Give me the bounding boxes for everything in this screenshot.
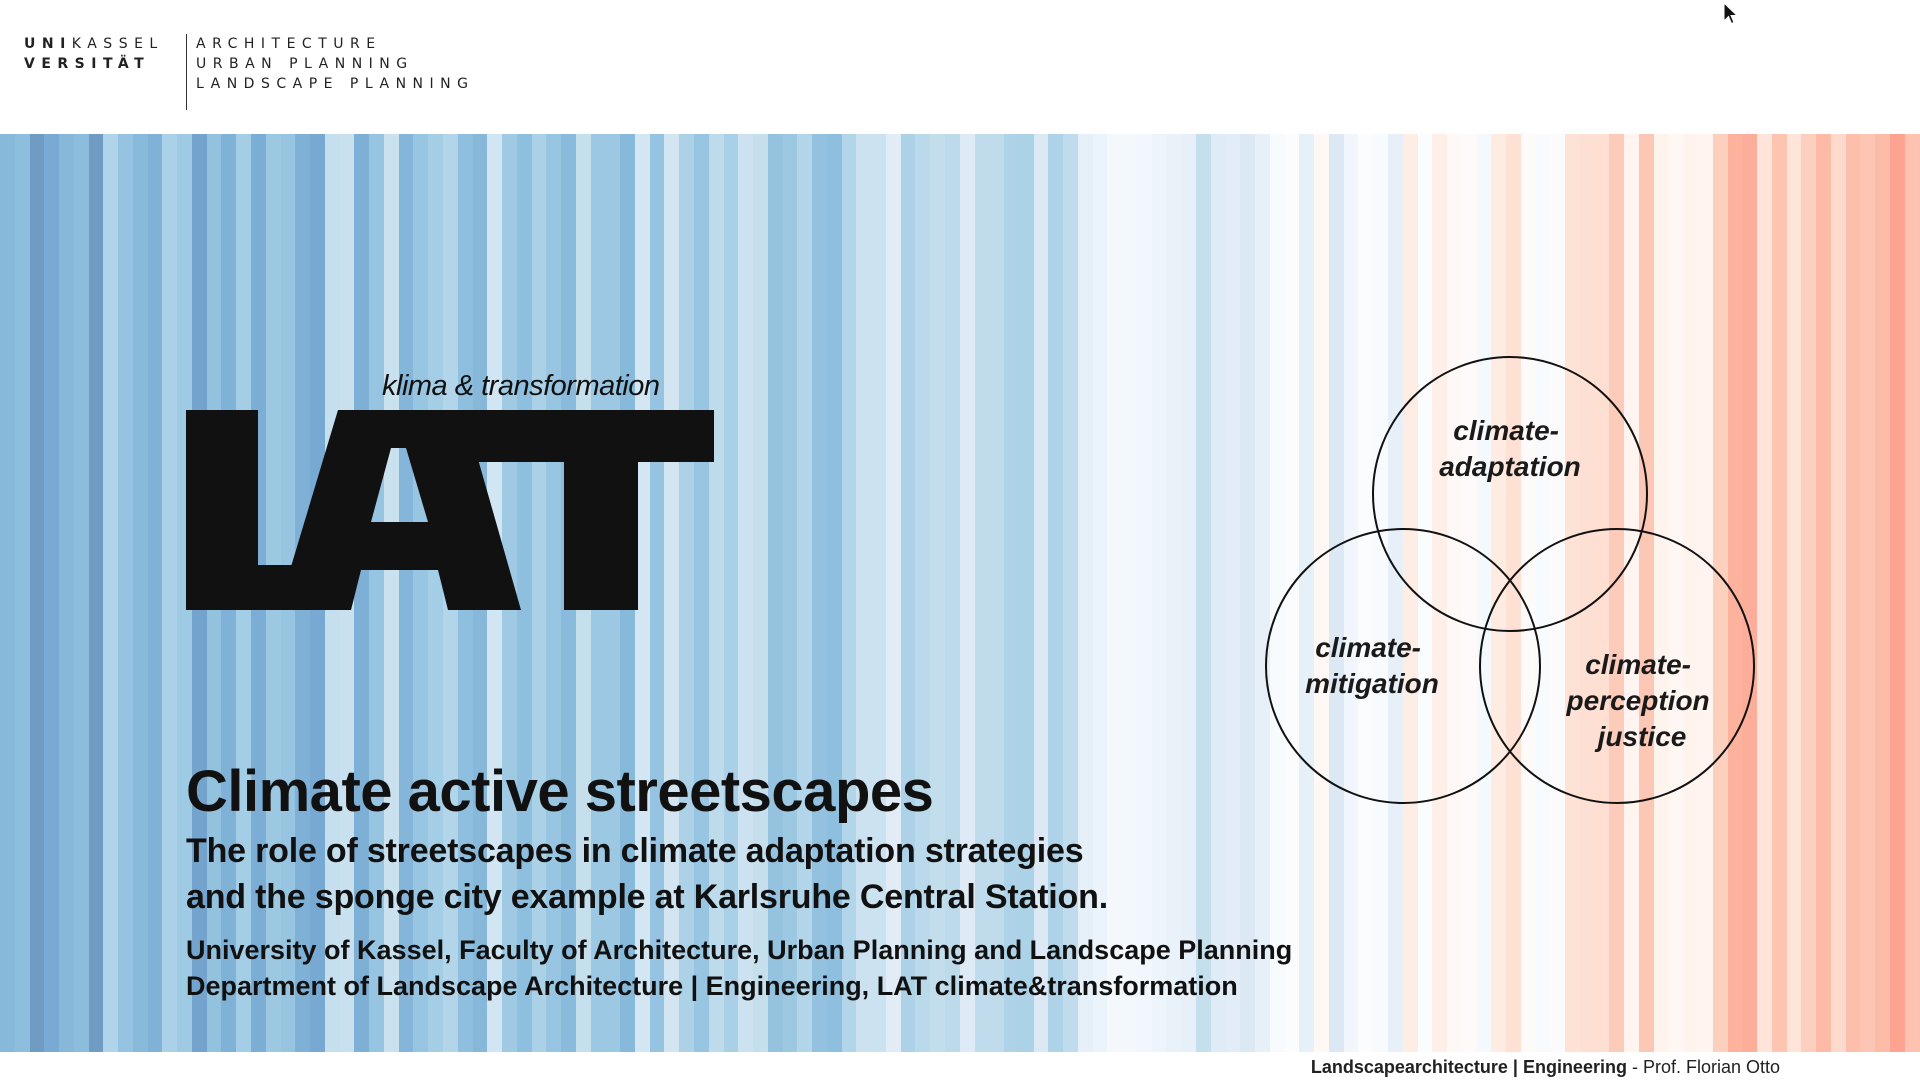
affiliations xyxy=(186,932,1486,1004)
footer-department: Landscapearchitecture | Engineering xyxy=(1310,1057,1627,1077)
lat-logo xyxy=(186,370,716,615)
warming-stripe xyxy=(118,134,133,1052)
logo-divider xyxy=(186,34,187,110)
venn-label-adaptation-1: climate- xyxy=(1453,415,1560,446)
affiliation-line-1: University of Kassel, Faculty of Architecture, Urban Planning and Landscape Planning xyxy=(186,935,1293,965)
warming-stripe xyxy=(133,134,148,1052)
warming-stripe xyxy=(15,134,30,1052)
warming-stripe xyxy=(1831,134,1846,1052)
warming-stripe xyxy=(1905,134,1920,1052)
warming-stripe xyxy=(1787,134,1802,1052)
warming-stripe xyxy=(30,134,45,1052)
warming-stripe xyxy=(1816,134,1831,1052)
warming-stripe xyxy=(162,134,177,1052)
faculty-landscape-planning: LANDSCAPE PLANNING xyxy=(196,76,475,92)
subtitle-line-2: and the sponge city example at Karlsruhe Central Station. xyxy=(186,878,1108,916)
warming-stripe xyxy=(1860,134,1875,1052)
warming-stripe xyxy=(1890,134,1905,1052)
svg-text:climate- adaptation xyxy=(1439,415,1581,482)
slide-footer xyxy=(0,1052,1920,1080)
venn-label-perception-2: perception xyxy=(1566,685,1710,716)
mouse-cursor-icon xyxy=(1723,2,1739,26)
faculty-urban-planning: URBAN PLANNING xyxy=(196,56,414,72)
warming-stripe xyxy=(148,134,163,1052)
slide-header xyxy=(0,0,1920,134)
venn-label-mitigation-2: mitigation xyxy=(1305,668,1439,699)
warming-stripe xyxy=(1875,134,1890,1052)
faculty-architecture: ARCHITECTURE xyxy=(196,36,382,52)
presentation-title: Climate active streetscapes xyxy=(186,759,934,824)
warming-stripe xyxy=(1846,134,1861,1052)
uni-logo-uni: UNI xyxy=(24,36,72,52)
warming-stripe xyxy=(103,134,118,1052)
climate-venn-diagram xyxy=(1260,354,1780,814)
warming-stripe xyxy=(0,134,15,1052)
uni-logo-kassel: KASSEL xyxy=(71,36,164,52)
warming-stripe xyxy=(74,134,89,1052)
venn-label-mitigation-1: climate- xyxy=(1315,632,1422,663)
lat-tagline: klima & transformation xyxy=(382,370,660,402)
svg-text:climate- perception ju xyxy=(1566,649,1718,752)
venn-label-adaptation-2: adaptation xyxy=(1439,451,1581,482)
uni-logo-versitaet: VERSITÄT xyxy=(24,56,151,72)
footer-author: - Prof. Florian Otto xyxy=(1626,1057,1780,1077)
venn-circle-adaptation xyxy=(1373,357,1647,631)
title-block xyxy=(186,756,1486,1004)
venn-label-perception-1: climate- xyxy=(1585,649,1692,680)
subtitle-line-1: The role of streetscapes in climate adaptation strategies xyxy=(186,832,1084,870)
warming-stripe xyxy=(1801,134,1816,1052)
lat-wordmark xyxy=(186,410,716,615)
affiliation-line-2: Department of Landscape Architecture | Engineering, LAT climate&transformation xyxy=(186,971,1238,1001)
footer-credit xyxy=(1311,1057,1780,1078)
faculty-list xyxy=(196,34,474,94)
university-logo xyxy=(24,34,164,74)
warming-stripe xyxy=(44,134,59,1052)
warming-stripe xyxy=(89,134,104,1052)
svg-text:climate- mitigation xyxy=(1305,632,1439,699)
venn-label-perception-3: justice xyxy=(1597,721,1687,752)
warming-stripe xyxy=(59,134,74,1052)
